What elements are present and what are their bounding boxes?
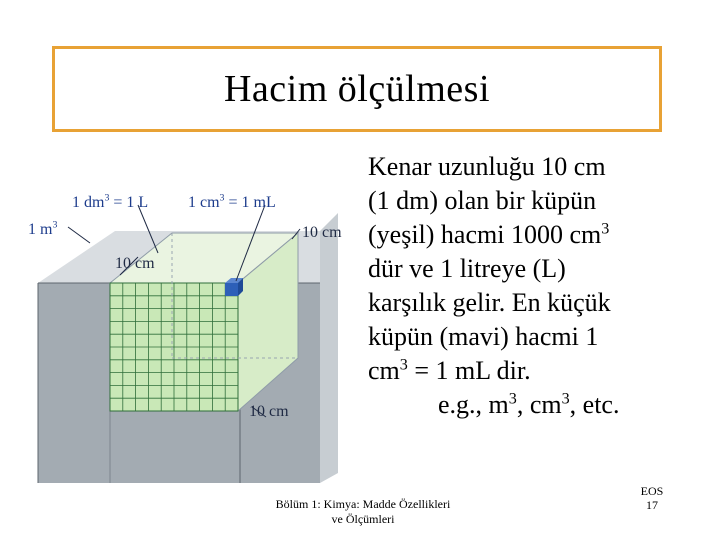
footer-chapter-line1: Bölüm 1: Kimya: Madde Özellikleri (275, 497, 451, 511)
leader-line-m (68, 227, 90, 243)
label-edge-right-text: 10 cm (249, 403, 289, 420)
superscript-3: 3 (601, 220, 610, 238)
body-line-3 (368, 218, 678, 252)
body-line-8 (368, 388, 678, 422)
body-line-8-m: e.g., m (438, 390, 509, 419)
body-line-3-text: (yeşil) hacmi 1000 cm (368, 220, 602, 249)
footer-source: EOS (640, 484, 664, 498)
body-line-6: küpün (mavi) hacmi 1 (368, 322, 599, 351)
body-line-8-cm: , cm (516, 390, 562, 419)
body-line-4: dür ve 1 litreye (L) (368, 254, 566, 283)
cm-cube-front (225, 283, 238, 296)
label-dm3-liter (72, 194, 148, 212)
superscript-3: 3 (508, 390, 517, 408)
body-line-5: karşılık gelir. En küçük (368, 288, 611, 317)
title-box (52, 46, 662, 132)
label-cm3-text: 1 cm (188, 194, 220, 211)
superscript-3: 3 (561, 390, 570, 408)
label-edge-right (249, 403, 289, 421)
body-line-8-etc: , etc. (569, 390, 620, 419)
label-edge-left (115, 255, 155, 273)
label-m3-text: 1 m (28, 221, 53, 238)
label-cm3-ml (188, 194, 276, 212)
body-line-7 (368, 354, 678, 388)
superscript-3: 3 (219, 192, 225, 204)
body-line-1: Kenar uzunluğu 10 cm (368, 152, 606, 181)
footer-page-number: 17 (646, 498, 658, 512)
body-paragraph (368, 150, 678, 422)
footer-page-info (630, 484, 674, 512)
label-edge-top-text: 10 cm (302, 224, 342, 241)
label-m3 (28, 221, 57, 239)
body-line-7-rest: = 1 mL dir. (407, 356, 531, 385)
superscript-3: 3 (399, 356, 408, 374)
label-liter-text: = 1 L (109, 194, 149, 211)
superscript-3: 3 (104, 192, 110, 204)
body-line-2: (1 dm) olan bir küpün (368, 186, 597, 215)
footer-chapter (248, 497, 478, 527)
body-line-7-cm: cm (368, 356, 400, 385)
label-edge-top (302, 224, 342, 242)
cube-volume-figure (20, 183, 360, 483)
label-ml-text: = 1 mL (224, 194, 276, 211)
footer-chapter-line2: ve Ölçümleri (331, 512, 395, 526)
superscript-3: 3 (52, 219, 58, 231)
label-dm3-text: 1 dm (72, 194, 105, 211)
slide-title: Hacim ölçülmesi (223, 68, 491, 110)
meter-cube-side (320, 213, 338, 483)
label-edge-left-text: 10 cm (115, 255, 155, 272)
